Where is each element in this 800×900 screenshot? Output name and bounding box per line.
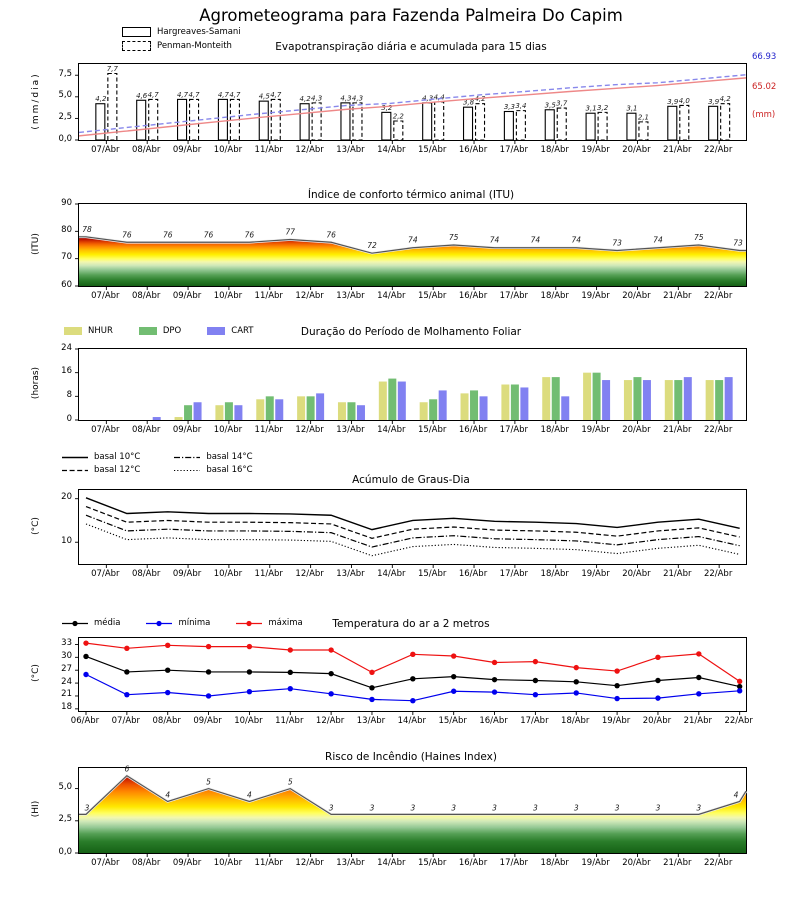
svg-text:74: 74 [653, 235, 663, 245]
plot-area-molhamento [78, 348, 747, 421]
legend-item [174, 452, 252, 462]
x-tick-label: 21/Abr [683, 716, 712, 726]
legend-label: basal 10°C [94, 452, 141, 462]
x-tick-label: 22/Abr [703, 425, 733, 435]
legend-temperatura [62, 618, 303, 628]
svg-text:76: 76 [326, 230, 336, 240]
x-tick-label: 17/Abr [499, 569, 529, 579]
x-tick-label: 13/Abr [336, 291, 365, 301]
svg-text:4,3: 4,3 [340, 94, 352, 103]
y-tick-label: 2,5 [58, 814, 72, 825]
x-tick-label: 09/Abr [172, 569, 202, 579]
x-tick-label: 12/Abr [295, 425, 324, 435]
x-tick-label: 13/Abr [336, 858, 365, 868]
svg-text:4,7: 4,7 [217, 90, 229, 99]
svg-text:3: 3 [451, 803, 457, 813]
svg-text:4,5: 4,5 [258, 92, 270, 101]
x-tick-label: 12/Abr [295, 858, 324, 868]
y-axis-label: (mm/dia) [31, 72, 41, 130]
x-tick-label: 08/Abr [131, 145, 161, 155]
svg-text:4,7: 4,7 [270, 90, 282, 99]
x-tick-label: 12/Abr [295, 145, 324, 155]
plot-area-haines [78, 764, 747, 854]
y-axis-label: (°C) [31, 517, 41, 535]
y-tick-label: 0,0 [58, 846, 72, 857]
x-tick-label: 17/Abr [499, 291, 529, 301]
x-tick-label: 17/Abr [520, 716, 549, 726]
svg-text:78: 78 [82, 224, 92, 234]
basal16-line-swatch [174, 466, 200, 475]
y-tick-label: 90 [61, 197, 72, 208]
x-tick-label: 20/Abr [622, 569, 651, 579]
x-tick-label: 15/Abr [438, 716, 467, 726]
cumulative-total-hargreaves: 65.02 [752, 82, 777, 92]
legend-item [62, 618, 120, 628]
legend-label: DPO [162, 326, 182, 336]
legend-evapotranspiracao [122, 27, 241, 55]
svg-text:73: 73 [612, 238, 622, 248]
legend-item [236, 618, 302, 628]
y-tick-label: 7,5 [58, 68, 72, 79]
svg-text:3,7: 3,7 [556, 99, 568, 108]
svg-text:4: 4 [165, 790, 171, 800]
x-tick-label: 20/Abr [642, 716, 672, 726]
legend-item [64, 326, 113, 336]
x-tick-label: 07/Abr [91, 145, 120, 155]
svg-text:4,7: 4,7 [147, 90, 159, 99]
x-tick-label: 14/Abr [377, 425, 406, 435]
svg-text:3: 3 [492, 803, 497, 813]
svg-text:76: 76 [122, 230, 132, 240]
svg-text:4,2: 4,2 [95, 95, 107, 104]
x-tick-label: 12/Abr [295, 569, 324, 579]
svg-text:3,5: 3,5 [544, 101, 556, 110]
dpo-swatch [139, 327, 157, 335]
legend-item [207, 326, 253, 336]
svg-text:3,4: 3,4 [515, 102, 527, 111]
x-tick-label: 15/Abr [417, 145, 447, 155]
x-tick-label: 11/Abr [254, 858, 283, 868]
x-tick-label: 14/Abr [397, 716, 427, 726]
x-tick-label: 15/Abr [417, 425, 447, 435]
x-tick-label: 19/Abr [581, 291, 610, 301]
legend-label: CART [231, 326, 254, 336]
x-tick-label: 18/Abr [540, 291, 569, 301]
x-tick-label: 15/Abr [417, 291, 447, 301]
y-tick-label: 20 [61, 492, 72, 503]
chart-title: Evapotranspiração diária e acumulada para 15 dias [275, 41, 547, 53]
svg-text:4,3: 4,3 [311, 94, 323, 103]
nhur-swatch [64, 327, 82, 335]
svg-text:3: 3 [573, 803, 579, 813]
svg-text:3: 3 [696, 803, 702, 813]
basal10-line-swatch [62, 453, 88, 462]
svg-text:4,3: 4,3 [422, 94, 434, 103]
x-tick-label: 10/Abr [213, 858, 243, 868]
x-tick-label: 15/Abr [417, 569, 447, 579]
minima-line-swatch [146, 619, 172, 628]
svg-text:4,2: 4,2 [719, 95, 731, 104]
legend-label: máxima [268, 618, 303, 628]
svg-text:4,3: 4,3 [351, 94, 364, 103]
svg-text:3,2: 3,2 [381, 103, 393, 112]
svg-text:3: 3 [533, 803, 538, 813]
y-tick-label: 10 [61, 535, 72, 546]
svg-text:4,2: 4,2 [474, 95, 486, 104]
x-tick-label: 19/Abr [581, 425, 610, 435]
x-tick-label: 21/Abr [663, 145, 692, 155]
hargreaves-swatch [122, 27, 151, 37]
legend-label: basal 14°C [206, 452, 253, 462]
x-tick-label: 13/Abr [336, 145, 365, 155]
x-tick-label: 19/Abr [581, 858, 610, 868]
x-tick-label: 17/Abr [499, 858, 529, 868]
svg-text:4,4: 4,4 [433, 93, 445, 102]
x-tick-label: 08/Abr [131, 291, 161, 301]
x-tick-label: 22/Abr [703, 569, 733, 579]
y-tick-label: 5,0 [58, 782, 72, 793]
basal14-line-swatch [174, 453, 200, 462]
y-tick-label: 70 [61, 252, 72, 263]
y-tick-label: 30 [61, 650, 72, 661]
svg-text:74: 74 [530, 235, 541, 245]
p4-svg [79, 638, 746, 711]
x-tick-label: 16/Abr [458, 291, 488, 301]
y-tick-label: 0,0 [58, 133, 72, 144]
x-tick-label: 18/Abr [540, 858, 569, 868]
svg-text:76: 76 [162, 230, 173, 240]
x-tick-label: 16/Abr [458, 858, 488, 868]
legend-item [122, 27, 241, 37]
x-tick-label: 17/Abr [499, 425, 529, 435]
legend-item [62, 465, 140, 475]
x-tick-label: 09/Abr [172, 858, 202, 868]
x-tick-label: 08/Abr [131, 425, 161, 435]
x-tick-label: 16/Abr [479, 716, 508, 726]
y-axis-label: (°C) [31, 664, 41, 682]
x-tick-label: 07/Abr [111, 716, 141, 726]
svg-text:2,1: 2,1 [637, 113, 650, 122]
basal12-line-swatch [62, 466, 88, 475]
x-tick-label: 13/Abr [336, 425, 365, 435]
svg-text:4,7: 4,7 [229, 90, 241, 99]
plot-area-itu [78, 203, 747, 287]
chart-title: Índice de conforto térmico animal (ITU) [307, 189, 515, 201]
x-tick-label: 20/Abr [622, 291, 651, 301]
x-tick-label: 22/Abr [703, 291, 733, 301]
svg-text:3,1: 3,1 [585, 104, 597, 113]
legend-molhamento [64, 326, 254, 336]
x-tick-label: 20/Abr [622, 858, 651, 868]
y-axis-label: (HI) [31, 800, 41, 818]
x-tick-label: 20/Abr [622, 145, 651, 155]
svg-text:4,0: 4,0 [678, 96, 690, 105]
p5-svg [79, 764, 746, 853]
y-tick-label: 24 [61, 676, 72, 687]
y-tick-label: 0 [66, 413, 72, 424]
svg-text:4,7: 4,7 [188, 90, 200, 99]
x-tick-label: 18/Abr [561, 716, 590, 726]
svg-text:76: 76 [244, 230, 255, 240]
x-tick-label: 07/Abr [91, 425, 120, 435]
y-tick-label: 24 [61, 342, 72, 353]
x-tick-label: 16/Abr [458, 569, 488, 579]
x-tick-label: 11/Abr [254, 569, 283, 579]
x-tick-label: 19/Abr [601, 716, 631, 726]
x-tick-label: 21/Abr [663, 291, 692, 301]
legend-item [174, 465, 252, 475]
legend-item [139, 326, 181, 336]
x-tick-label: 13/Abr [356, 716, 386, 726]
x-tick-label: 11/Abr [254, 425, 283, 435]
x-tick-label: 08/Abr [131, 569, 161, 579]
figure-title: Agrometeograma para Fazenda Palmeira Do Capim [199, 6, 623, 25]
svg-text:74: 74 [489, 235, 500, 245]
y-tick-label: 27 [61, 663, 72, 674]
svg-text:77: 77 [285, 227, 296, 237]
chart-title: Duração do Período de Molhamento Foliar [300, 326, 522, 338]
svg-text:75: 75 [448, 233, 459, 242]
x-tick-label: 10/Abr [213, 425, 243, 435]
p0-svg [79, 64, 746, 140]
legend-label: Hargreaves-Samani [157, 27, 241, 37]
y-tick-label: 21 [61, 689, 72, 700]
x-tick-label: 11/Abr [254, 291, 283, 301]
chart-title: Acúmulo de Graus-Dia [352, 474, 470, 486]
svg-text:3,1: 3,1 [626, 104, 638, 113]
x-tick-label: 22/Abr [703, 145, 733, 155]
svg-text:74: 74 [571, 235, 582, 245]
svg-text:3: 3 [655, 803, 661, 813]
x-tick-label: 10/Abr [213, 145, 243, 155]
svg-text:4: 4 [733, 790, 739, 800]
plot-area-temperatura [78, 637, 747, 712]
legend-graus-dia [62, 452, 253, 475]
media-line-swatch [62, 619, 88, 628]
x-tick-label: 10/Abr [234, 716, 263, 726]
legend-item [62, 452, 140, 462]
svg-text:75: 75 [694, 233, 704, 242]
legend-label: NHUR [88, 326, 113, 336]
x-tick-label: 17/Abr [499, 145, 529, 155]
x-tick-label: 07/Abr [91, 569, 120, 579]
y-tick-label: 33 [61, 637, 72, 648]
svg-text:76: 76 [203, 230, 214, 240]
svg-text:3,2: 3,2 [597, 103, 609, 112]
y-tick-label: 5,0 [58, 90, 72, 101]
y-tick-label: 80 [61, 224, 72, 235]
x-tick-label: 08/Abr [131, 858, 161, 868]
x-tick-label: 14/Abr [377, 569, 406, 579]
legend-label: basal 16°C [206, 465, 253, 475]
x-tick-label: 21/Abr [663, 858, 692, 868]
svg-text:3: 3 [328, 803, 334, 813]
y-axis-label: (ITU) [31, 233, 41, 255]
svg-text:7,7: 7,7 [106, 65, 118, 73]
svg-text:5: 5 [287, 777, 293, 787]
y-axis-label-right: (mm) [752, 110, 776, 120]
svg-text:4,2: 4,2 [299, 95, 311, 104]
legend-label: mínima [178, 618, 211, 628]
svg-text:3: 3 [410, 803, 416, 813]
x-tick-label: 22/Abr [703, 858, 733, 868]
x-tick-label: 16/Abr [458, 425, 488, 435]
x-tick-label: 13/Abr [336, 569, 365, 579]
cart-swatch [207, 327, 225, 335]
x-tick-label: 08/Abr [152, 716, 181, 726]
svg-text:73: 73 [733, 238, 743, 248]
svg-text:3: 3 [614, 803, 620, 813]
y-tick-label: 60 [61, 279, 72, 290]
legend-label: basal 12°C [94, 465, 141, 475]
x-tick-label: 18/Abr [540, 145, 569, 155]
x-tick-label: 22/Abr [724, 716, 753, 726]
x-tick-label: 09/Abr [172, 291, 202, 301]
x-tick-label: 12/Abr [295, 291, 324, 301]
svg-text:6: 6 [124, 764, 130, 774]
legend-item [122, 41, 241, 51]
svg-text:3,9: 3,9 [708, 97, 720, 106]
x-tick-label: 07/Abr [91, 291, 120, 301]
y-tick-label: 2,5 [58, 111, 72, 122]
x-tick-label: 19/Abr [581, 145, 610, 155]
x-tick-label: 21/Abr [663, 425, 692, 435]
legend-label: média [94, 618, 121, 628]
plot-area-evapotranspiracao [78, 63, 747, 141]
y-tick-label: 16 [61, 366, 72, 377]
plot-area-graus-dia [78, 489, 747, 565]
svg-text:3,8: 3,8 [462, 98, 475, 107]
x-tick-label: 16/Abr [458, 145, 488, 155]
penman-swatch [122, 41, 151, 51]
x-tick-label: 06/Abr [70, 716, 100, 726]
x-tick-label: 09/Abr [193, 716, 222, 726]
cumulative-total-penman: 66.93 [752, 52, 777, 62]
x-tick-label: 11/Abr [254, 145, 283, 155]
svg-text:3: 3 [369, 803, 375, 813]
y-tick-label: 18 [61, 702, 72, 713]
svg-text:72: 72 [367, 241, 377, 251]
svg-text:2,2: 2,2 [392, 112, 404, 121]
svg-text:4: 4 [247, 790, 252, 800]
svg-text:3,9: 3,9 [667, 97, 679, 106]
legend-item [146, 618, 210, 628]
x-tick-label: 19/Abr [581, 569, 610, 579]
y-axis-label: (horas) [31, 366, 41, 400]
x-tick-label: 07/Abr [91, 858, 120, 868]
svg-text:4,6: 4,6 [136, 91, 148, 100]
svg-text:4,7: 4,7 [176, 90, 189, 99]
x-tick-label: 18/Abr [540, 569, 569, 579]
x-tick-label: 14/Abr [377, 291, 406, 301]
x-tick-label: 11/Abr [275, 716, 304, 726]
svg-text:3,3: 3,3 [503, 103, 515, 111]
chart-title: Risco de Incêndio (Haines Index) [325, 751, 497, 763]
x-tick-label: 10/Abr [213, 569, 243, 579]
x-tick-label: 14/Abr [377, 858, 406, 868]
y-tick-label: 8 [66, 389, 72, 400]
x-tick-label: 10/Abr [213, 291, 243, 301]
x-tick-label: 09/Abr [172, 425, 202, 435]
svg-text:5: 5 [206, 777, 211, 787]
x-tick-label: 20/Abr [622, 425, 651, 435]
p1-svg [79, 204, 746, 286]
x-tick-label: 09/Abr [172, 145, 202, 155]
x-tick-label: 18/Abr [540, 425, 569, 435]
x-tick-label: 15/Abr [417, 858, 447, 868]
p3-svg [79, 490, 746, 564]
svg-text:3: 3 [84, 803, 90, 813]
x-tick-label: 21/Abr [663, 569, 692, 579]
maxima-line-swatch [236, 619, 262, 628]
x-tick-label: 12/Abr [315, 716, 345, 726]
legend-label: Penman-Monteith [157, 41, 232, 51]
chart-title: Temperatura do ar a 2 metros [332, 618, 490, 630]
x-tick-label: 14/Abr [377, 145, 406, 155]
p2-svg [79, 349, 746, 420]
svg-text:74: 74 [408, 235, 418, 245]
